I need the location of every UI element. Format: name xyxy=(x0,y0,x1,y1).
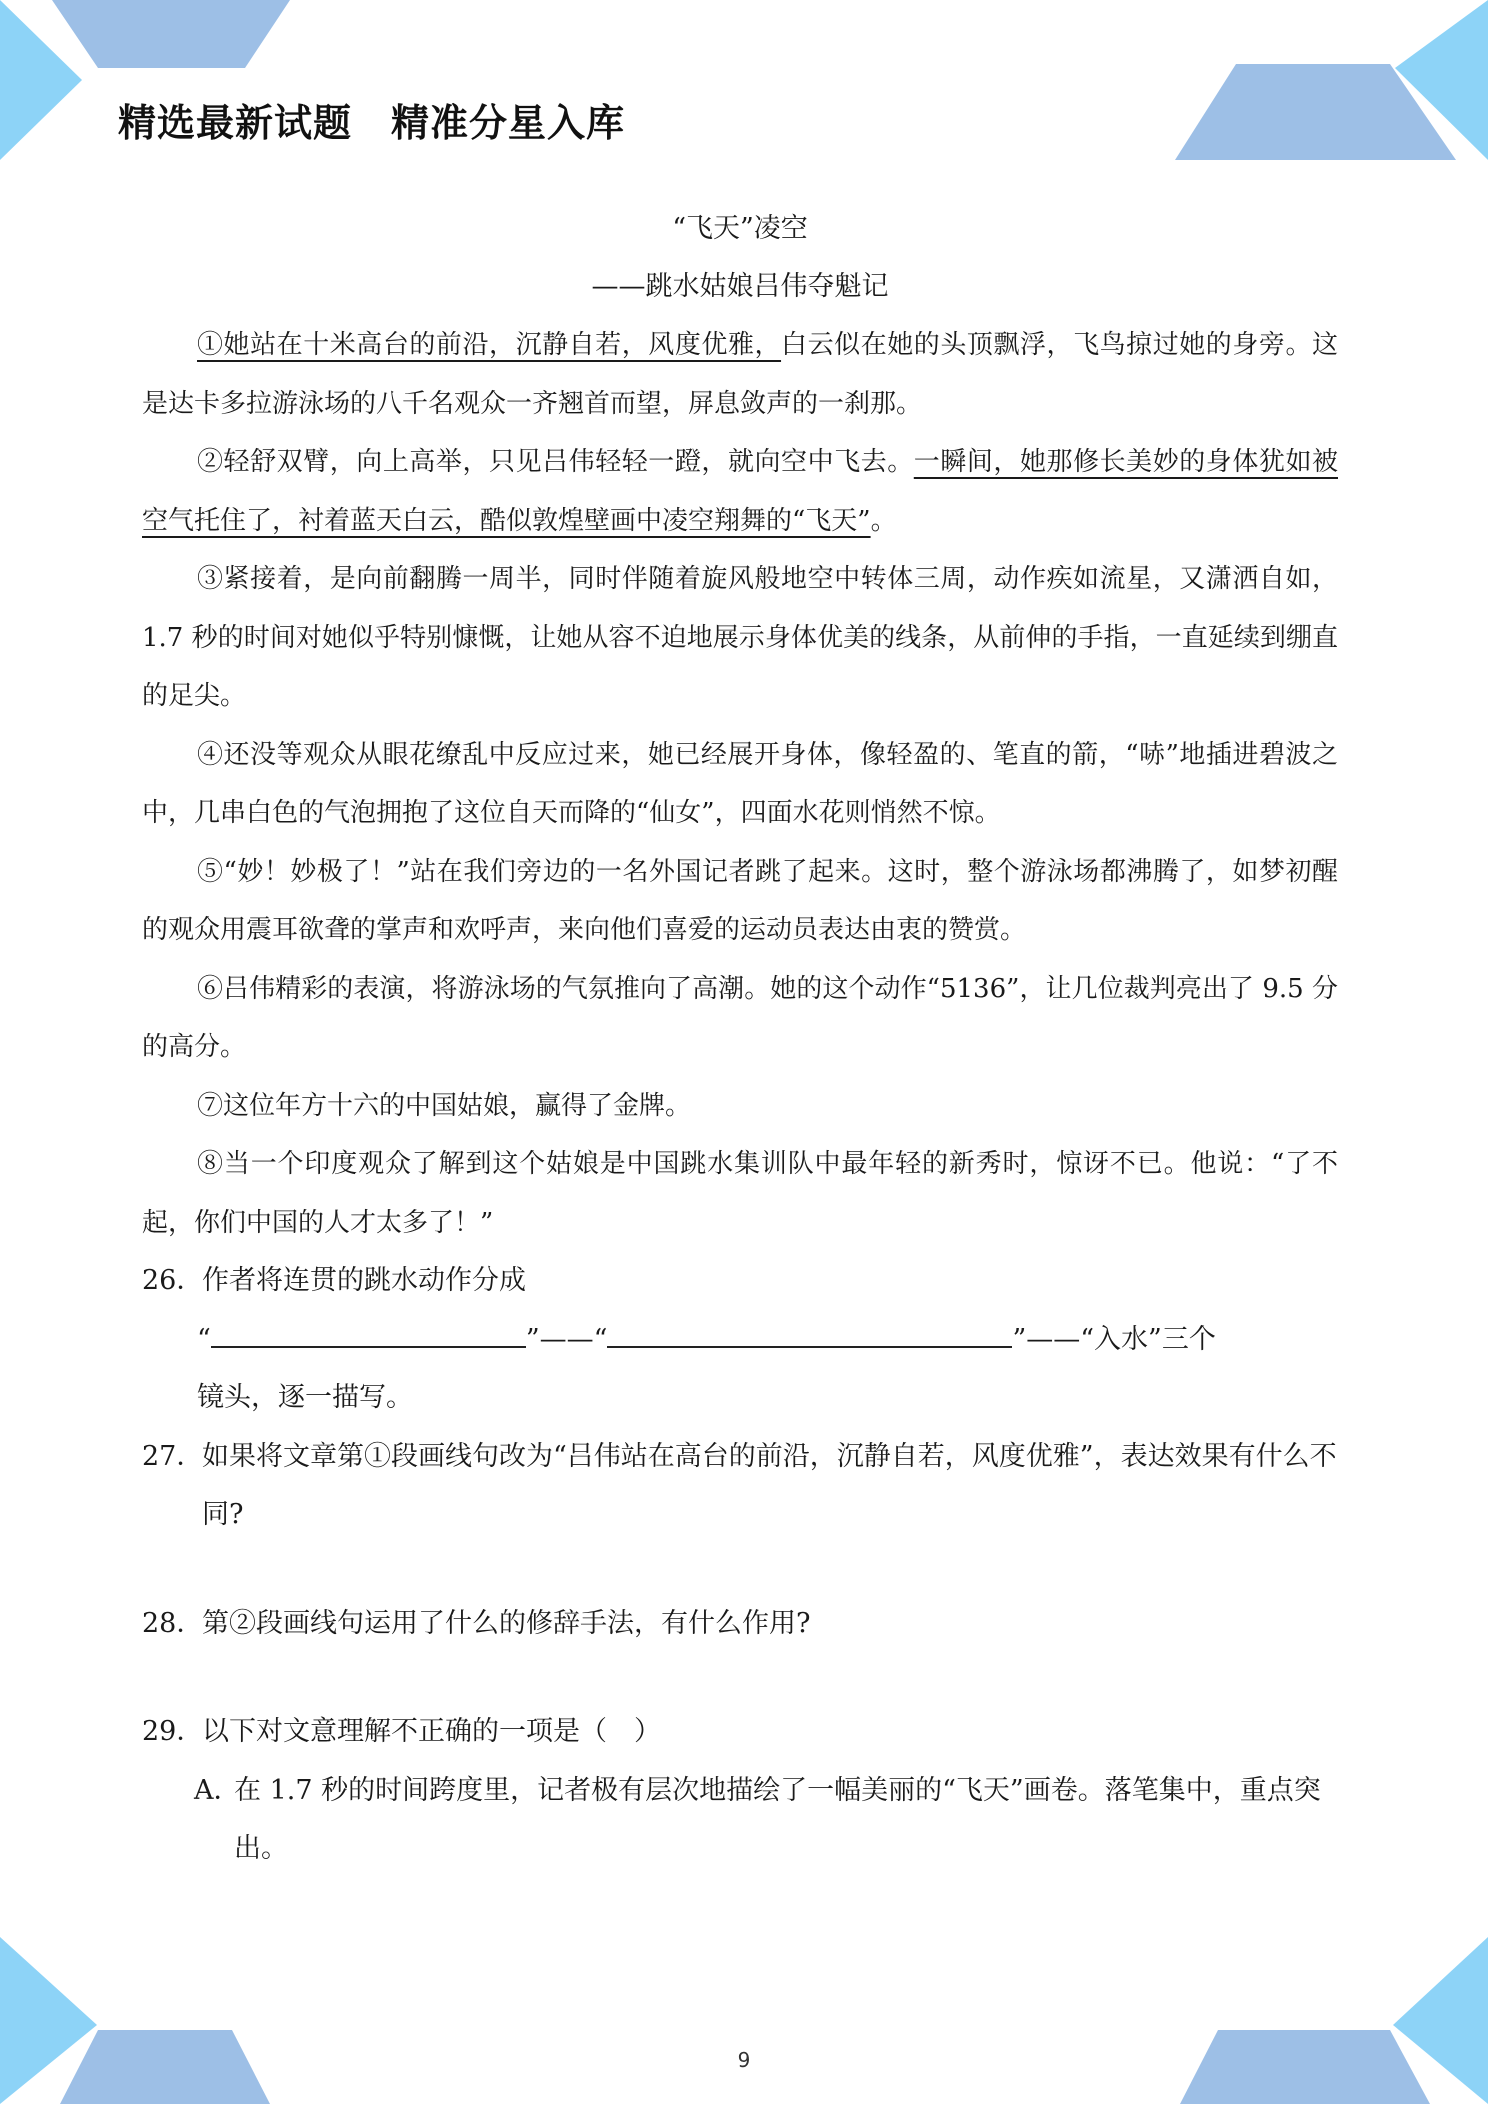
question-29: 29．以下对文意理解不正确的一项是（ ） xyxy=(142,1716,661,1747)
article-title: “飞天”凌空 xyxy=(672,213,808,244)
question-27: 27．如果将文章第①段画线句改为“吕伟站在高台的前沿，沉静自若，风度优雅”，表达效果有什么不同? xyxy=(142,1440,1337,1530)
article-subtitle: ——跳水姑娘吕伟夺魁记 xyxy=(591,271,889,302)
paragraph-2: ②轻舒双臂，向上高举，只见吕伟轻轻一蹬，就向空中飞去。一瞬间，她那修长美妙的身体犹如被空气托住了，衬着蓝天白云，酷似敦煌壁画中凌空翔舞的“飞天”。 xyxy=(142,447,1338,536)
page-number: 9 xyxy=(737,2048,751,2072)
answer-blank-1[interactable] xyxy=(211,1316,526,1348)
question-28: 28．第②段画线句运用了什么的修辞手法，有什么作用? xyxy=(142,1607,811,1639)
paragraph-4: ④还没等观众从眼花缭乱中反应过来，她已经展开身体，像轻盈的、笔直的箭，“哧”地插进碧波之中，几串白色的气泡拥抱了这位自天而降的“仙女”，四面水花则悄然不惊。 xyxy=(142,739,1338,828)
answer-blank-2[interactable] xyxy=(607,1316,1012,1348)
question-26: 26．作者将连贯的跳水动作分成 xyxy=(142,1265,526,1296)
paragraph-3: ③紧接着，是向前翻腾一周半，同时伴随着旋风般地空中转体三周，动作疾如流星，又潇洒自如，1.7 秒的时间对她似乎特别慷慨，让她从容不迫地展示身体优美的线条，从前伸的手指，一直延续到绷直的足尖。 xyxy=(142,564,1338,711)
answer-space-28 xyxy=(142,1653,1338,1703)
question-26-continuation: 镜头，逐一描写。 xyxy=(197,1382,413,1413)
paragraph-6: ⑥吕伟精彩的表演，将游泳场的气氛推向了高潮。她的这个动作“5136”，让几位裁判亮出了 9.5 分的高分。 xyxy=(142,973,1338,1062)
answer-space-27 xyxy=(142,1545,1338,1595)
question-29-option-a: A．在 1.7 秒的时间跨度里，记者极有层次地描绘了一幅美丽的“飞天”画卷。落笔集中，重点突出。 xyxy=(194,1774,1321,1864)
document-body xyxy=(142,200,1338,1879)
paragraph-5: ⑤“妙！妙极了！”站在我们旁边的一名外国记者跳了起来。这时，整个游泳场都沸腾了，如梦初醒的观众用震耳欲聋的掌声和欢呼声，来向他们喜爱的运动员表达由衷的赞赏。 xyxy=(142,856,1338,945)
underlined-sentence-2: 一瞬间，她那修长美妙的身体犹如被空气托住了，衬着蓝天白云，酷似敦煌壁画中凌空翔舞的“飞天” xyxy=(142,447,1338,536)
paragraph-7: ⑦这位年方十六的中国姑娘，赢得了金牌。 xyxy=(197,1090,692,1121)
header-title: 精选最新试题 精准分星入库 xyxy=(118,101,626,145)
underlined-sentence-1: ①她站在十米高台的前沿，沉静自若，风度优雅， xyxy=(197,330,782,360)
paragraph-1: ①她站在十米高台的前沿，沉静自若，风度优雅，白云似在她的头顶飘浮，飞鸟掠过她的身旁。这是达卡多拉游泳场的八千名观众一齐翘首而望，屏息敛声的一刹那。 xyxy=(142,330,1338,419)
top-left-trapezoid xyxy=(52,0,290,68)
paragraph-8: ⑧当一个印度观众了解到这个姑娘是中国跳水集训队中最年轻的新秀时，惊讶不已。他说：“了不起，你们中国的人才太多了！” xyxy=(142,1149,1338,1238)
question-26-blanks: “ ”——“ ”——“入水”三个 xyxy=(197,1311,1338,1370)
